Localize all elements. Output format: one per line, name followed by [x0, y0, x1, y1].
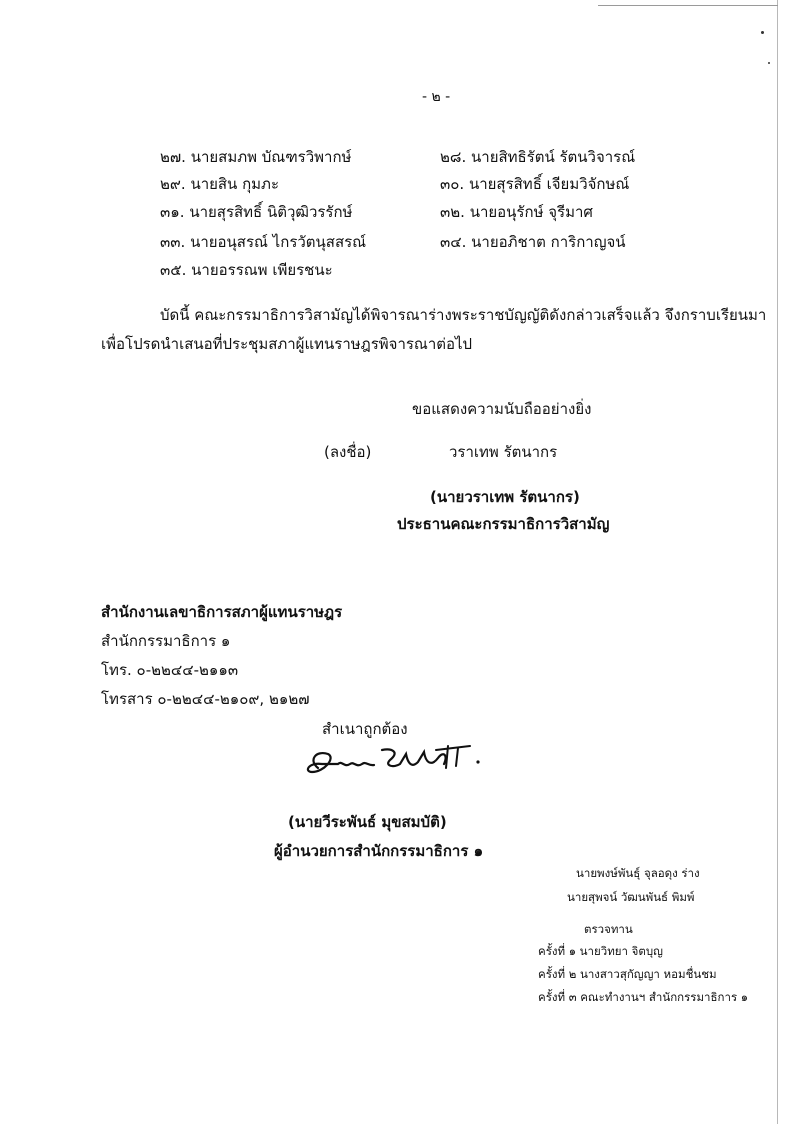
member-number: ๒๙.: [160, 175, 186, 193]
typist-note: นายสุพจน์ วัฒนพันธ์ พิมพ์: [567, 890, 695, 904]
member-name: นายอนุสรณ์ ไกรวัตนุสสรณ์: [190, 233, 367, 251]
member-number: ๓๑.: [160, 203, 185, 221]
drafter-note: นายพงษ์พันธุ์ จุลอดุง ร่าง: [576, 866, 700, 880]
member-name: นายสิน กุมภะ: [190, 175, 279, 193]
signer-position: ประธานคณะกรรมาธิการวิสามัญ: [397, 515, 610, 533]
scan-speck: [761, 31, 764, 34]
page-number: - ๒ -: [422, 89, 451, 105]
review-round: ครั้งที่ ๓ คณะทำงานฯ สำนักกรรมาธิการ ๑: [538, 990, 749, 1004]
member-number: ๒๘.: [440, 148, 467, 166]
signer-full-name: (นายวราเทพ รัตนากร): [430, 488, 580, 506]
member-item: [160, 258, 333, 282]
member-number: ๒๗.: [160, 148, 186, 166]
member-item: [160, 172, 279, 196]
scan-edge-line-top: [598, 5, 778, 6]
member-number: ๓๓.: [160, 233, 186, 251]
certifier-name: (นายวีระพันธ์ มุขสมบัติ): [288, 813, 447, 831]
handwritten-signature: [298, 738, 488, 788]
body-text-line: เพื่อโปรดนำเสนอที่ประชุมสภาผู้แทนราษฎรพิจารณาต่อไป: [101, 335, 473, 353]
member-name: นายสิทธิรัตน์ รัตนวิจารณ์: [471, 148, 636, 166]
certified-label: สำเนาถูกต้อง: [322, 720, 408, 738]
scan-speck: [768, 62, 770, 64]
signed-name: วราเทพ รัตนากร: [449, 443, 558, 461]
office-bureau: สำนักกรรมาธิการ ๑: [101, 632, 231, 650]
member-name: นายอรรณพ เพียรชนะ: [191, 261, 333, 279]
member-item: [440, 200, 593, 224]
member-name: นายสมภพ บัณฑรวิพากษ์: [190, 148, 352, 166]
office-name: สำนักงานเลขาธิการสภาผู้แทนราษฎร: [101, 603, 343, 621]
member-name: นายสุรสิทธิ์ เจียมวิจักษณ์: [468, 175, 630, 193]
certifier-position: ผู้อำนวยการสำนักกรรมาธิการ ๑: [274, 842, 484, 860]
office-fax: โทรสาร ๐-๒๒๔๔-๒๑๐๙, ๒๑๒๗: [101, 690, 310, 708]
member-number: ๓๒.: [440, 203, 465, 221]
member-item: [160, 145, 351, 169]
member-item: [160, 200, 352, 224]
member-name: นายอภิชาต การิกาญจน์: [471, 233, 626, 251]
closing-text: ขอแสดงความนับถืออย่างยิ่ง: [412, 400, 592, 418]
member-number: ๓๔.: [440, 233, 467, 251]
member-item: [440, 172, 629, 196]
member-item: [440, 230, 626, 254]
body-text-line: บัดนี้ คณะกรรมาธิการวิสามัญได้พิจารณาร่างพระราชบัญญัติดังกล่าวเสร็จแล้ว จึงกราบเรียนมา: [160, 306, 767, 324]
scan-edge-line: [777, 0, 778, 1124]
member-item: [440, 145, 635, 169]
review-label: ตรวจทาน: [584, 922, 633, 936]
office-tel: โทร. ๐-๒๒๔๔-๒๑๑๓: [101, 661, 239, 679]
member-number: ๓๐.: [440, 175, 465, 193]
member-name: นายสุรสิทธิ์ นิติวุฒิวรรักษ์: [189, 203, 353, 221]
signature-label: (ลงชื่อ): [324, 443, 372, 461]
member-number: ๓๕.: [160, 261, 187, 279]
review-round: ครั้งที่ ๒ นางสาวสุกัญญา หอมชื่นชม: [538, 967, 717, 981]
review-round: ครั้งที่ ๑ นายวิทยา จิตบุญ: [538, 944, 663, 958]
member-name: นายอนุรักษ์ จุรีมาศ: [469, 203, 593, 221]
member-item: [160, 230, 366, 254]
